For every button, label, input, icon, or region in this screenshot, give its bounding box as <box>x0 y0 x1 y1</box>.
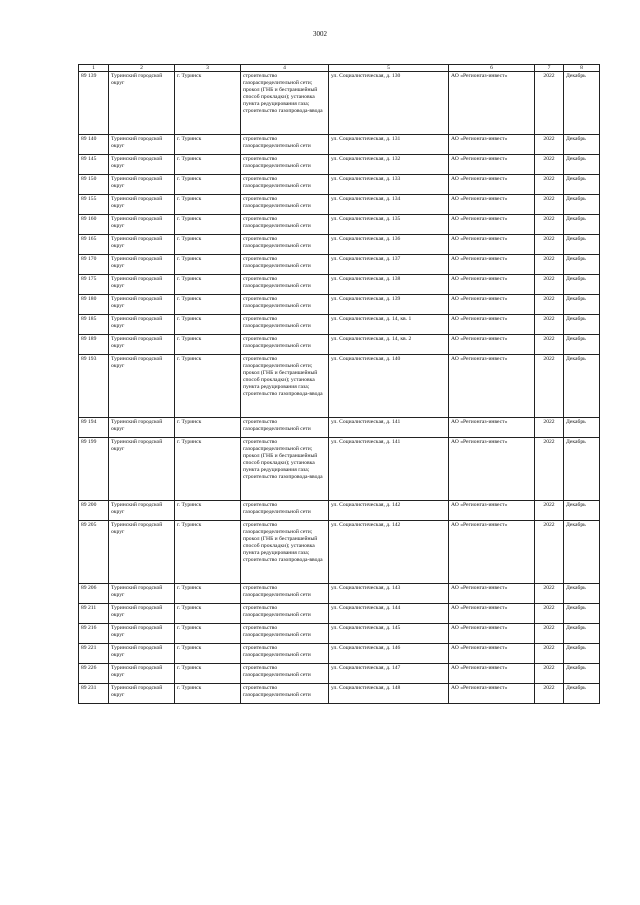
month-cell: Декабрь <box>564 195 600 215</box>
column-number-cell: 5 <box>329 65 449 72</box>
month-cell: Декабрь <box>564 584 600 604</box>
page-number: 3002 <box>313 30 327 38</box>
company-cell: АО «Регионгаз-инвест» <box>449 135 535 155</box>
work-type-cell: строительство газораспределительной сети <box>241 235 329 255</box>
district-cell: Туринский городской округ <box>109 418 175 438</box>
row-code-cell: 89 139 <box>79 72 109 135</box>
month-cell: Декабрь <box>564 644 600 664</box>
address-cell: ул. Социалистическая, д. 146 <box>329 644 449 664</box>
work-type-cell: строительство газораспределительной сети <box>241 501 329 521</box>
column-number-cell: 8 <box>564 65 600 72</box>
table-row <box>79 664 600 684</box>
locality-cell: г. Туринск <box>175 644 241 664</box>
row-code-cell: 89 140 <box>79 135 109 155</box>
table-row <box>79 418 600 438</box>
row-code-cell: 89 160 <box>79 215 109 235</box>
district-cell: Туринский городской округ <box>109 295 175 315</box>
year-cell: 2022 <box>535 684 564 704</box>
row-code-cell: 89 150 <box>79 175 109 195</box>
locality-cell: г. Туринск <box>175 501 241 521</box>
locality-cell: г. Туринск <box>175 72 241 135</box>
address-cell: ул. Социалистическая, д. 141 <box>329 418 449 438</box>
company-cell: АО «Регионгаз-инвест» <box>449 155 535 175</box>
row-code-cell: 89 200 <box>79 501 109 521</box>
company-cell: АО «Регионгаз-инвест» <box>449 175 535 195</box>
locality-cell: г. Туринск <box>175 438 241 501</box>
work-type-cell: строительство газораспределительной сети <box>241 175 329 195</box>
column-number-cell: 6 <box>449 65 535 72</box>
year-cell: 2022 <box>535 644 564 664</box>
locality-cell: г. Туринск <box>175 195 241 215</box>
year-cell: 2022 <box>535 215 564 235</box>
table-row <box>79 335 600 355</box>
company-cell: АО «Регионгаз-инвест» <box>449 644 535 664</box>
locality-cell: г. Туринск <box>175 335 241 355</box>
company-cell: АО «Регионгаз-инвест» <box>449 521 535 584</box>
month-cell: Декабрь <box>564 664 600 684</box>
work-type-cell: строительство газораспределительной сети; прокол (ГНБ и бестраншейный способ прокладки); установка пункта редуцирования газа; строительство газопровода-ввода <box>241 521 329 584</box>
month-cell: Декабрь <box>564 295 600 315</box>
locality-cell: г. Туринск <box>175 584 241 604</box>
work-type-cell: строительство газораспределительной сети <box>241 155 329 175</box>
address-cell: ул. Социалистическая, д. 131 <box>329 135 449 155</box>
address-cell: ул. Социалистическая, д. 147 <box>329 664 449 684</box>
locality-cell: г. Туринск <box>175 418 241 438</box>
month-cell: Декабрь <box>564 275 600 295</box>
address-cell: ул. Социалистическая, д. 142 <box>329 501 449 521</box>
work-type-cell: строительство газораспределительной сети; прокол (ГНБ и бестраншейный способ прокладки); установка пункта редуцирования газа; строительство газопровода-ввода <box>241 438 329 501</box>
district-cell: Туринский городской округ <box>109 664 175 684</box>
company-cell: АО «Регионгаз-инвест» <box>449 418 535 438</box>
table-row <box>79 255 600 275</box>
row-code-cell: 89 206 <box>79 584 109 604</box>
district-cell: Туринский городской округ <box>109 604 175 624</box>
address-cell: ул. Социалистическая, д. 138 <box>329 275 449 295</box>
work-type-cell: строительство газораспределительной сети <box>241 255 329 275</box>
column-number-cell: 4 <box>241 65 329 72</box>
row-code-cell: 89 145 <box>79 155 109 175</box>
table-row <box>79 584 600 604</box>
address-cell: ул. Социалистическая, д. 144 <box>329 604 449 624</box>
address-cell: ул. Социалистическая, д. 141 <box>329 438 449 501</box>
locality-cell: г. Туринск <box>175 255 241 275</box>
row-code-cell: 89 175 <box>79 275 109 295</box>
address-cell: ул. Социалистическая, д. 14, кв. 2 <box>329 335 449 355</box>
month-cell: Декабрь <box>564 135 600 155</box>
company-cell: АО «Регионгаз-инвест» <box>449 295 535 315</box>
table-row <box>79 438 600 501</box>
month-cell: Декабрь <box>564 501 600 521</box>
locality-cell: г. Туринск <box>175 275 241 295</box>
district-cell: Туринский городской округ <box>109 315 175 335</box>
work-type-cell: строительство газораспределительной сети <box>241 275 329 295</box>
address-cell: ул. Социалистическая, д. 148 <box>329 684 449 704</box>
table-row <box>79 501 600 521</box>
month-cell: Декабрь <box>564 215 600 235</box>
year-cell: 2022 <box>535 195 564 215</box>
table-row <box>79 175 600 195</box>
district-cell: Туринский городской округ <box>109 255 175 275</box>
month-cell: Декабрь <box>564 418 600 438</box>
table-row <box>79 235 600 255</box>
table-row <box>79 644 600 664</box>
row-code-cell: 89 231 <box>79 684 109 704</box>
work-type-cell: строительство газораспределительной сети <box>241 315 329 335</box>
district-cell: Туринский городской округ <box>109 135 175 155</box>
work-type-cell: строительство газораспределительной сети <box>241 195 329 215</box>
year-cell: 2022 <box>535 315 564 335</box>
district-cell: Туринский городской округ <box>109 438 175 501</box>
locality-cell: г. Туринск <box>175 664 241 684</box>
row-code-cell: 89 180 <box>79 295 109 315</box>
work-type-cell: строительство газораспределительной сети <box>241 215 329 235</box>
month-cell: Декабрь <box>564 255 600 275</box>
district-cell: Туринский городской округ <box>109 275 175 295</box>
company-cell: АО «Регионгаз-инвест» <box>449 684 535 704</box>
row-code-cell: 89 170 <box>79 255 109 275</box>
table-row <box>79 624 600 644</box>
company-cell: АО «Регионгаз-инвест» <box>449 584 535 604</box>
address-cell: ул. Социалистическая, д. 133 <box>329 175 449 195</box>
month-cell: Декабрь <box>564 235 600 255</box>
address-cell: ул. Социалистическая, д. 134 <box>329 195 449 215</box>
year-cell: 2022 <box>535 438 564 501</box>
month-cell: Декабрь <box>564 335 600 355</box>
month-cell: Декабрь <box>564 604 600 624</box>
district-cell: Туринский городской округ <box>109 644 175 664</box>
district-cell: Туринский городской округ <box>109 235 175 255</box>
year-cell: 2022 <box>535 355 564 418</box>
district-cell: Туринский городской округ <box>109 175 175 195</box>
year-cell: 2022 <box>535 155 564 175</box>
year-cell: 2022 <box>535 275 564 295</box>
work-type-cell: строительство газораспределительной сети <box>241 604 329 624</box>
month-cell: Декабрь <box>564 624 600 644</box>
address-cell: ул. Социалистическая, д. 145 <box>329 624 449 644</box>
year-cell: 2022 <box>535 135 564 155</box>
company-cell: АО «Регионгаз-инвест» <box>449 501 535 521</box>
year-cell: 2022 <box>535 521 564 584</box>
locality-cell: г. Туринск <box>175 604 241 624</box>
company-cell: АО «Регионгаз-инвест» <box>449 335 535 355</box>
row-code-cell: 89 199 <box>79 438 109 501</box>
locality-cell: г. Туринск <box>175 155 241 175</box>
district-cell: Туринский городской округ <box>109 624 175 644</box>
year-cell: 2022 <box>535 235 564 255</box>
district-cell: Туринский городской округ <box>109 155 175 175</box>
work-type-cell: строительство газораспределительной сети <box>241 335 329 355</box>
row-code-cell: 89 155 <box>79 195 109 215</box>
table-row <box>79 72 600 135</box>
column-number-cell: 7 <box>535 65 564 72</box>
district-cell: Туринский городской округ <box>109 521 175 584</box>
address-cell: ул. Социалистическая, д. 14, кв. 1 <box>329 315 449 335</box>
year-cell: 2022 <box>535 295 564 315</box>
row-code-cell: 89 193 <box>79 355 109 418</box>
company-cell: АО «Регионгаз-инвест» <box>449 664 535 684</box>
work-type-cell: строительство газораспределительной сети <box>241 644 329 664</box>
company-cell: АО «Регионгаз-инвест» <box>449 72 535 135</box>
district-cell: Туринский городской округ <box>109 355 175 418</box>
address-cell: ул. Социалистическая, д. 140 <box>329 355 449 418</box>
district-cell: Туринский городской округ <box>109 684 175 704</box>
address-cell: ул. Социалистическая, д. 132 <box>329 155 449 175</box>
table-row <box>79 195 600 215</box>
row-code-cell: 89 211 <box>79 604 109 624</box>
locality-cell: г. Туринск <box>175 315 241 335</box>
company-cell: АО «Регионгаз-инвест» <box>449 195 535 215</box>
locality-cell: г. Туринск <box>175 235 241 255</box>
work-type-cell: строительство газораспределительной сети <box>241 418 329 438</box>
locality-cell: г. Туринск <box>175 355 241 418</box>
year-cell: 2022 <box>535 584 564 604</box>
district-cell: Туринский городской округ <box>109 335 175 355</box>
address-cell: ул. Социалистическая, д. 143 <box>329 584 449 604</box>
year-cell: 2022 <box>535 255 564 275</box>
year-cell: 2022 <box>535 335 564 355</box>
month-cell: Декабрь <box>564 175 600 195</box>
row-code-cell: 89 221 <box>79 644 109 664</box>
district-cell: Туринский городской округ <box>109 72 175 135</box>
company-cell: АО «Регионгаз-инвест» <box>449 624 535 644</box>
table-row <box>79 155 600 175</box>
column-number-row <box>79 65 600 72</box>
locality-cell: г. Туринск <box>175 175 241 195</box>
table-row <box>79 315 600 335</box>
table-row <box>79 521 600 584</box>
work-type-cell: строительство газораспределительной сети <box>241 664 329 684</box>
table-row <box>79 215 600 235</box>
month-cell: Декабрь <box>564 684 600 704</box>
year-cell: 2022 <box>535 624 564 644</box>
row-code-cell: 89 189 <box>79 335 109 355</box>
year-cell: 2022 <box>535 418 564 438</box>
column-number-cell: 2 <box>109 65 175 72</box>
address-cell: ул. Социалистическая, д. 130 <box>329 72 449 135</box>
works-table <box>78 64 600 704</box>
company-cell: АО «Регионгаз-инвест» <box>449 604 535 624</box>
month-cell: Декабрь <box>564 315 600 335</box>
company-cell: АО «Регионгаз-инвест» <box>449 255 535 275</box>
month-cell: Декабрь <box>564 521 600 584</box>
row-code-cell: 89 205 <box>79 521 109 584</box>
column-number-cell: 1 <box>79 65 109 72</box>
company-cell: АО «Регионгаз-инвест» <box>449 355 535 418</box>
company-cell: АО «Регионгаз-инвест» <box>449 275 535 295</box>
month-cell: Декабрь <box>564 155 600 175</box>
work-type-cell: строительство газораспределительной сети <box>241 295 329 315</box>
work-type-cell: строительство газораспределительной сети; прокол (ГНБ и бестраншейный способ прокладки); установка пункта редуцирования газа; строительство газопровода-ввода <box>241 355 329 418</box>
address-cell: ул. Социалистическая, д. 135 <box>329 215 449 235</box>
table-row <box>79 684 600 704</box>
table-body <box>79 65 600 704</box>
company-cell: АО «Регионгаз-инвест» <box>449 438 535 501</box>
table-row <box>79 355 600 418</box>
district-cell: Туринский городской округ <box>109 215 175 235</box>
locality-cell: г. Туринск <box>175 521 241 584</box>
table-row <box>79 275 600 295</box>
work-type-cell: строительство газораспределительной сети <box>241 684 329 704</box>
locality-cell: г. Туринск <box>175 135 241 155</box>
month-cell: Декабрь <box>564 355 600 418</box>
row-code-cell: 89 165 <box>79 235 109 255</box>
work-type-cell: строительство газораспределительной сети <box>241 624 329 644</box>
row-code-cell: 89 194 <box>79 418 109 438</box>
address-cell: ул. Социалистическая, д. 137 <box>329 255 449 275</box>
row-code-cell: 89 185 <box>79 315 109 335</box>
district-cell: Туринский городской округ <box>109 501 175 521</box>
district-cell: Туринский городской округ <box>109 584 175 604</box>
work-type-cell: строительство газораспределительной сети <box>241 584 329 604</box>
locality-cell: г. Туринск <box>175 624 241 644</box>
year-cell: 2022 <box>535 175 564 195</box>
address-cell: ул. Социалистическая, д. 142 <box>329 521 449 584</box>
work-type-cell: строительство газораспределительной сети <box>241 135 329 155</box>
year-cell: 2022 <box>535 664 564 684</box>
address-cell: ул. Социалистическая, д. 139 <box>329 295 449 315</box>
table-row <box>79 135 600 155</box>
row-code-cell: 89 216 <box>79 624 109 644</box>
year-cell: 2022 <box>535 604 564 624</box>
month-cell: Декабрь <box>564 438 600 501</box>
year-cell: 2022 <box>535 72 564 135</box>
company-cell: АО «Регионгаз-инвест» <box>449 215 535 235</box>
company-cell: АО «Регионгаз-инвест» <box>449 235 535 255</box>
locality-cell: г. Туринск <box>175 684 241 704</box>
year-cell: 2022 <box>535 501 564 521</box>
column-number-cell: 3 <box>175 65 241 72</box>
locality-cell: г. Туринск <box>175 295 241 315</box>
district-cell: Туринский городской округ <box>109 195 175 215</box>
work-type-cell: строительство газораспределительной сети; прокол (ГНБ и бестраншейный способ прокладки); установка пункта редуцирования газа; строительство газопровода-ввода <box>241 72 329 135</box>
month-cell: Декабрь <box>564 72 600 135</box>
table-row <box>79 295 600 315</box>
row-code-cell: 89 226 <box>79 664 109 684</box>
address-cell: ул. Социалистическая, д. 136 <box>329 235 449 255</box>
table-row <box>79 604 600 624</box>
locality-cell: г. Туринск <box>175 215 241 235</box>
company-cell: АО «Регионгаз-инвест» <box>449 315 535 335</box>
